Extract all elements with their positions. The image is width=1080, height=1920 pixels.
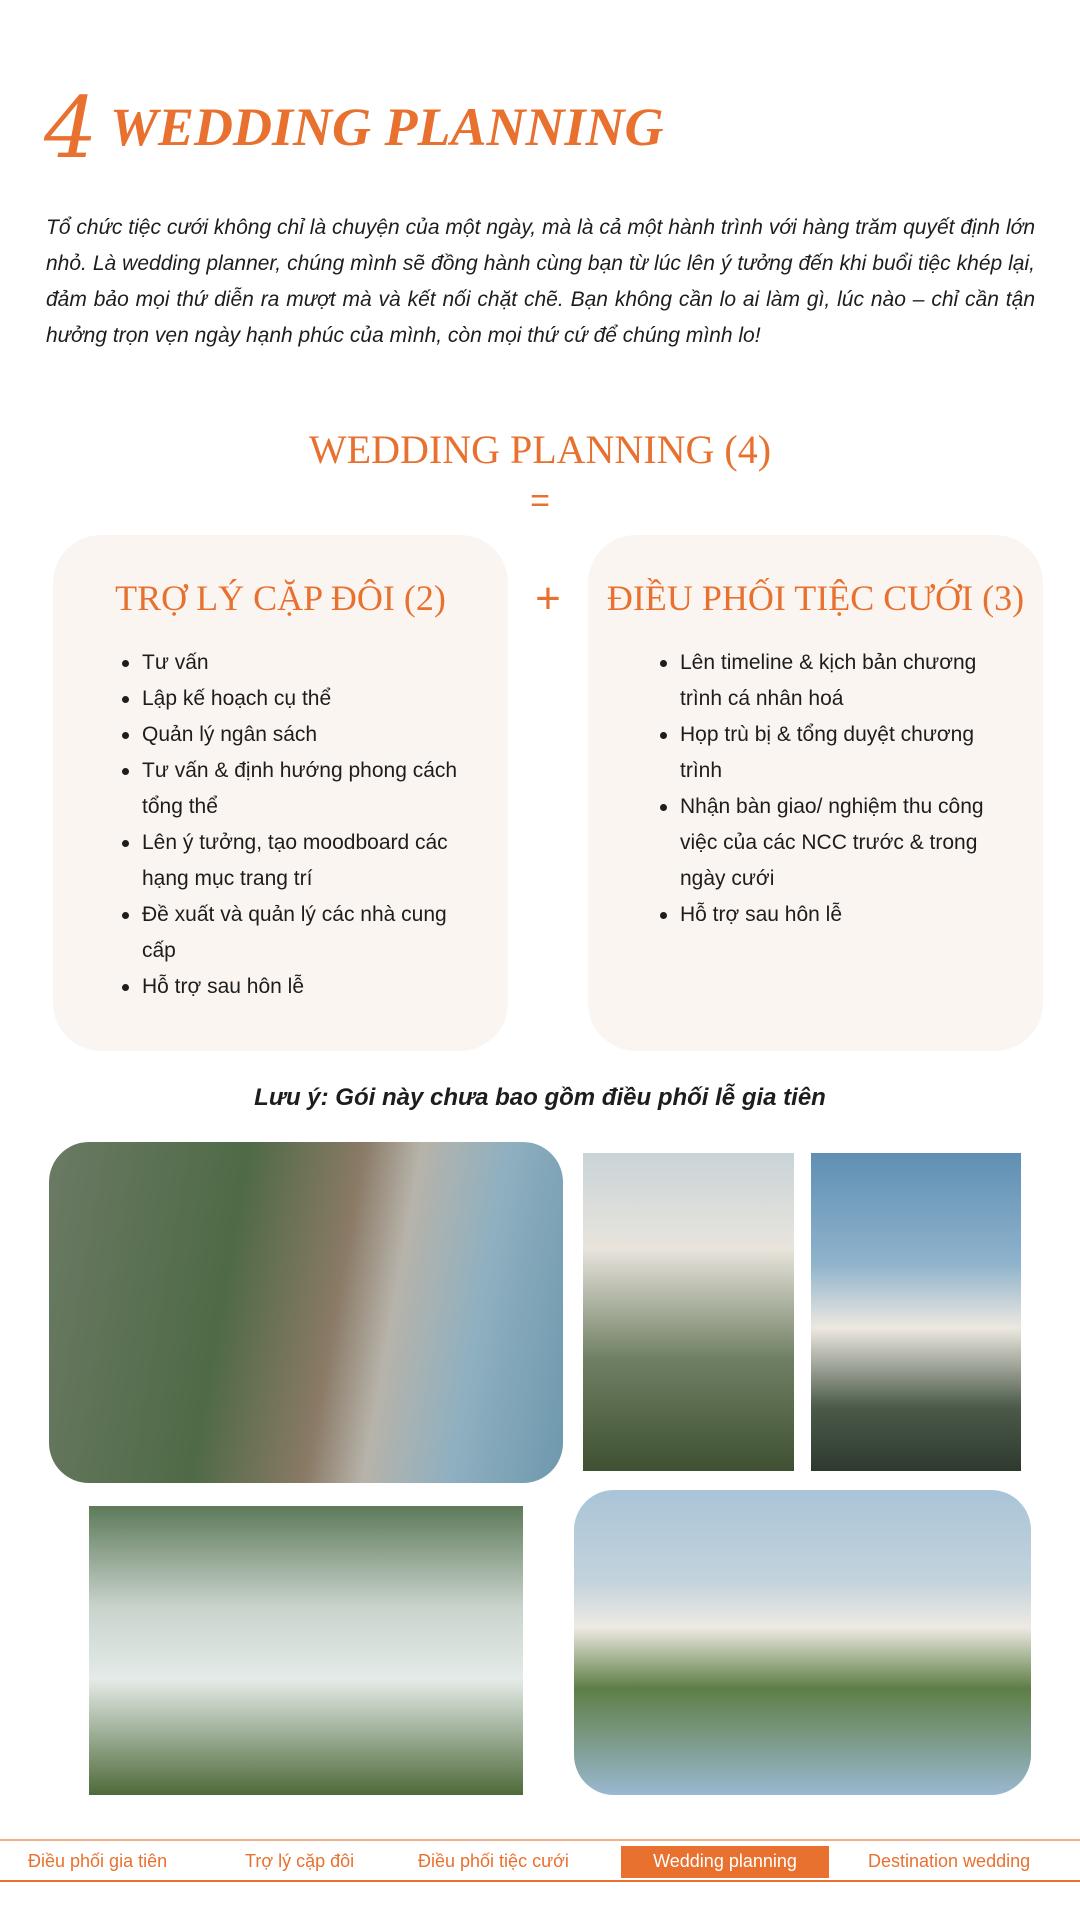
section-number: 4 — [44, 79, 98, 177]
nav-destination-wedding[interactable]: Destination wedding — [868, 1851, 1031, 1871]
intro-paragraph: Tổ chức tiệc cưới không chỉ là chuyện của một ngày, mà là cả một hành trình với hàng trăm quyết định lớn nhỏ. Là wedding planner, chúng mình sẽ đồng hành cùng bạn từ lúc lên ý tưởng đến khi buổi tiệc khép lại, đảm bảo mọi thứ diễn ra mượt mà và kết nối chặt chẽ. Bạn không cần lo ai làm gì, lúc nào – chỉ cần tận hưởng trọn vẹn ngày hạnh phúc của mình, còn mọi thứ cứ để chúng mình lo! — [46, 216, 1035, 347]
nav-tro-ly-cap-doi[interactable]: Trợ lý cặp đôi — [245, 1851, 355, 1871]
photo-welcome-sign-arch — [583, 1153, 794, 1471]
list-item: Lập kế hoạch cụ thể — [122, 681, 462, 717]
list-item: Họp trù bị & tổng duyệt chương trình — [660, 717, 990, 789]
note-text: Lưu ý: Gói này chưa bao gồm điều phối lễ gia tiên — [254, 1084, 826, 1111]
list-item: Lên timeline & kịch bản chương trình cá nhân hoá — [660, 645, 990, 717]
nav-wedding-planning[interactable]: Wedding planning — [621, 1846, 829, 1878]
page-title: WEDDING PLANNING — [110, 97, 664, 157]
plus-sign: + — [535, 574, 561, 623]
nav-dieu-phoi-gia-tien[interactable]: Điều phối gia tiên — [28, 1851, 168, 1871]
list-item: Nhận bàn giao/ nghiệm thu công việc của các NCC trước & trong ngày cưới — [660, 789, 990, 897]
card-title: ĐIỀU PHỐI TIỆC CƯỚI (3) — [606, 578, 1025, 618]
photo-welcome-table — [89, 1506, 523, 1795]
list-item: Tư vấn & định hướng phong cách tổng thể — [122, 753, 462, 825]
formula-title: WEDDING PLANNING (4) — [308, 427, 772, 472]
list-item: Hỗ trợ sau hôn lễ — [660, 897, 990, 933]
card-title: TRỢ LÝ CẶP ĐÔI (2) — [115, 578, 446, 618]
list-item: Quản lý ngân sách — [122, 717, 462, 753]
card-tro-ly-cap-doi — [53, 535, 508, 1051]
feature-list — [660, 645, 990, 933]
equals-sign: = — [530, 482, 550, 520]
photo-aerial-beach-venue — [49, 1142, 563, 1483]
service-nav — [0, 1839, 1080, 1882]
photo-floral-arch-seaside — [811, 1153, 1021, 1471]
feature-list — [122, 645, 462, 1005]
nav-dieu-phoi-tiec-cuoi[interactable]: Điều phối tiệc cưới — [418, 1851, 569, 1871]
list-item: Hỗ trợ sau hôn lễ — [122, 969, 462, 1005]
list-item: Tư vấn — [122, 645, 462, 681]
list-item: Lên ý tưởng, tạo moodboard các hạng mục trang trí — [122, 825, 462, 897]
photo-ceremony-aisle — [574, 1490, 1031, 1795]
card-dieu-phoi-tiec-cuoi — [588, 535, 1043, 1051]
list-item: Đề xuất và quản lý các nhà cung cấp — [122, 897, 462, 969]
